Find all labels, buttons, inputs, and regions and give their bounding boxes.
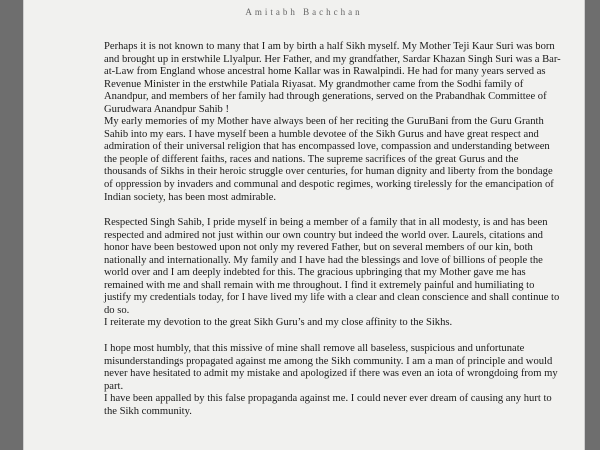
letter-page [24, 0, 584, 450]
paragraph-gap [104, 330, 562, 343]
letter-body [104, 41, 562, 418]
paragraph-family-respect: Respected Singh Sahib, I pride myself in being a member of a family that in all modesty, is and has been respected and admired not just within our own country but indeed the world over. Laurels, citations and honor have been bestowed upon not only my revered Father, but on several members of our kin, both nationally and internationally. My family and I have had the blessings and love of billions of people the world over and I am deeply indebted for this. The gracious upbringing that my Mother gave me has remained with me and shall remain with me throughout. I find it extremely painful and humiliating to justify my credentials today, for I have lived my life with a clear and clean conscience and shall continue to do so. [104, 217, 560, 316]
paragraph-devotion: I reiterate my devotion to the great Sikh Guru’s and my close affinity to the Sikhs. [104, 317, 453, 329]
paragraph-early-memories: My early memories of my Mother have always been of her reciting the GuruBani from the Guru Granth Sahib into my ears. I have myself been a humble devotee of the Sikh Gurus and have great respect and admiration of their universal religion that has encompassed love, compassion and understanding between the people of different faiths, races and nations. The supreme sacrifices of the great Gurus and the thousands of Sikhs in their heroic struggle over centuries, for human dignity and liberty from the bondage of oppression by invaders and communal and despotic regimes, working tirelessly for the emancipation of Indian society, has been most admirable. [104, 116, 554, 203]
paragraph-hope: I hope most humbly, that this missive of mine shall remove all baseless, suspicious and unfortunate misunderstandings propagated against me among the Sikh community. I am a man of principle and would never have hesitated to admit my mistake and apologized if there was even an iota of wrongdoing from my part. [104, 343, 558, 392]
paragraph-heritage: Perhaps it is not known to many that I am by birth a half Sikh myself. My Mother Teji Kaur Suri was born and brought up in erstwhile Llyalpur. Her Father, and my grandfather, Sardar Khazan Singh Suri was a Bar-at-Law from England whose ancestral home Kallar was in Rawalpindi. He had for many years served as Revenue Minister in the erstwhile Patiala Riyasat. My grandmother came from the Sodhi family of Anandpur, and members of her family had through generations, served on the Prabandhak Committee of Gurudwara Anandpur Sahib ! [104, 41, 561, 115]
paragraph-appalled: I have been appalled by this false propaganda against me. I could never ever dream of causing any hurt to the Sikh community. [104, 393, 552, 417]
page-header-title: Amitabh Bachchan [245, 7, 363, 17]
paragraph-gap [104, 204, 562, 217]
